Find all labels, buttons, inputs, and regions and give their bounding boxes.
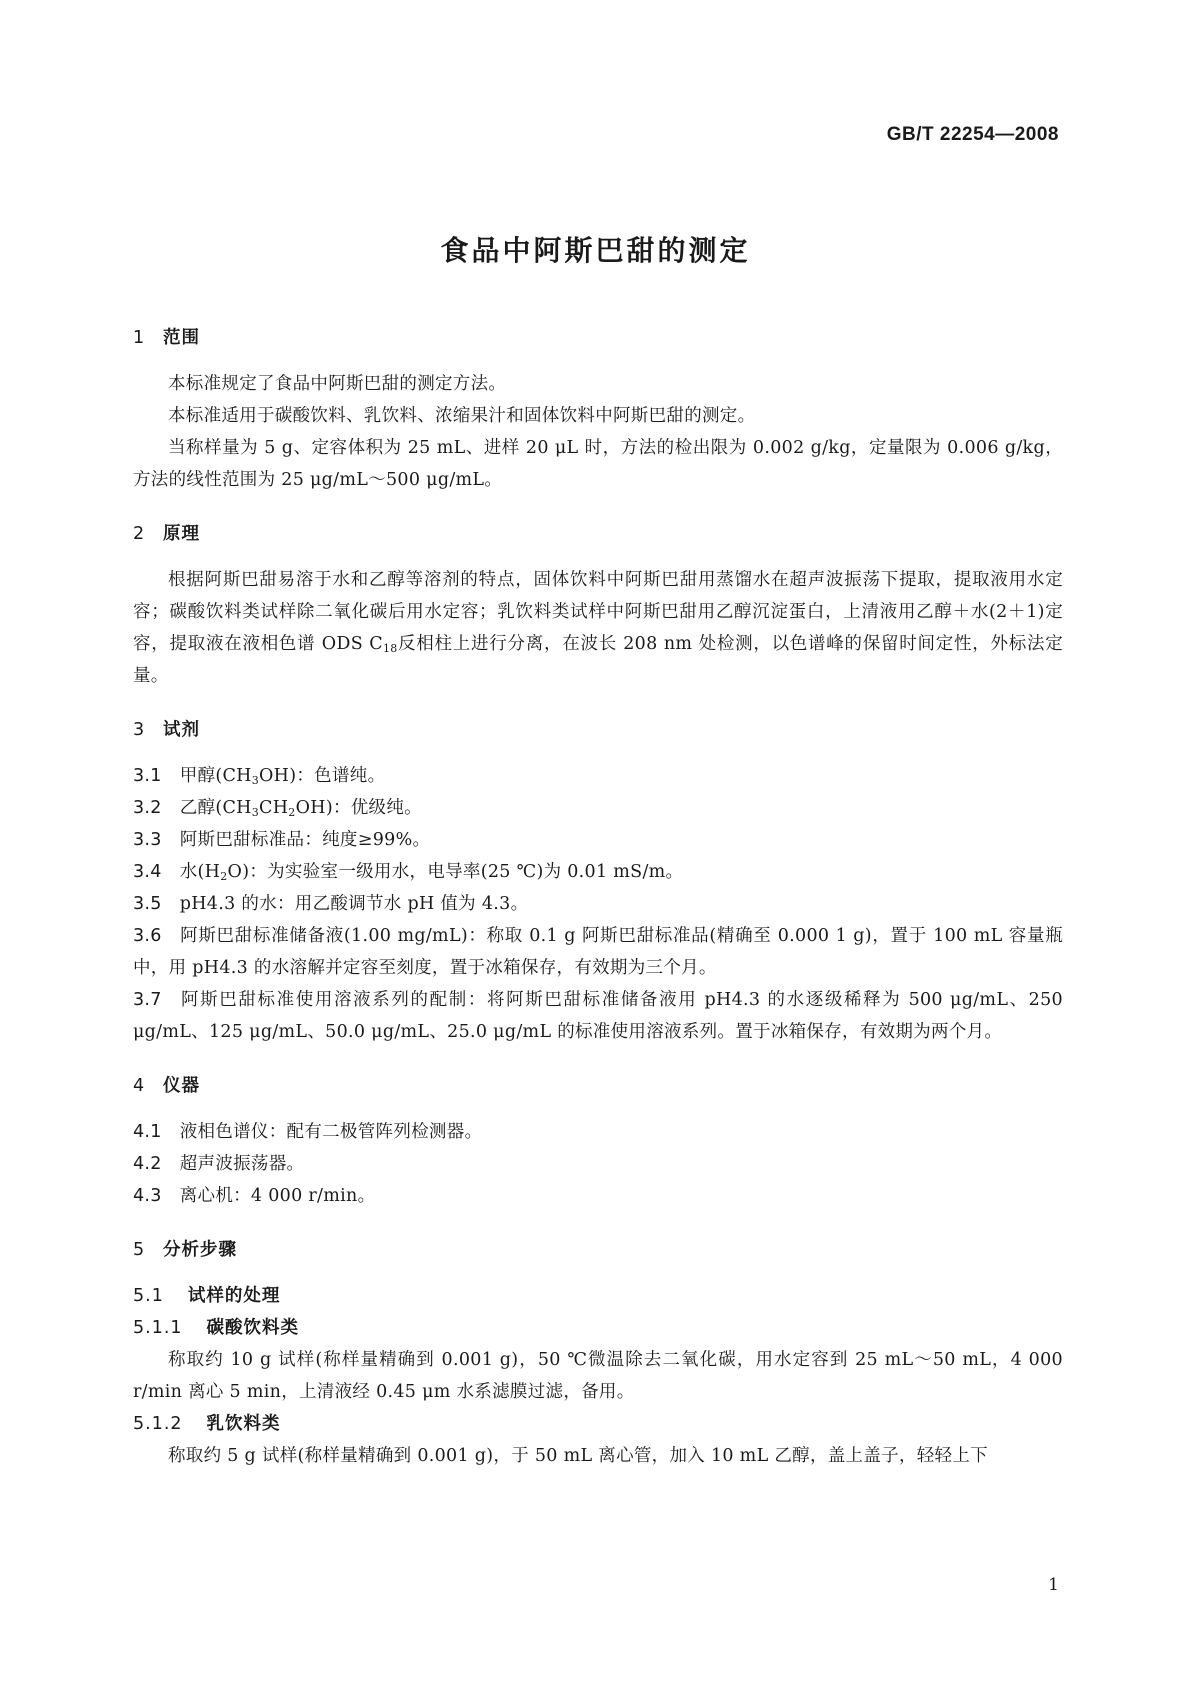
page-number: 1 [1048,1575,1059,1595]
text-run: OH)：优级纯。 [295,798,422,818]
clause-text: 液相色谱仪：配有二极管阵列检测器。 [179,1122,483,1142]
clause-number: 3.7 [133,990,162,1010]
paragraph: 本标准适用于碳酸饮料、乳饮料、浓缩果汁和固体饮料中阿斯巴甜的测定。 [168,406,756,426]
subsection-title: 乳饮料类 [206,1414,281,1434]
clause-number: 3.5 [133,894,162,914]
section-heading-scope [133,320,1063,356]
section-title: 试剂 [163,720,200,740]
text-run: 乙醇(CH [179,798,252,818]
clause [133,760,1063,792]
clause [133,920,1063,984]
subscript: 2 [220,870,228,883]
subsection-number: 5.1 [133,1286,164,1306]
clause-text: 阿斯巴甜标准储备液(1.00 mg/mL)：称取 0.1 g 阿斯巴甜标准品(精确至 0.000 1 g)，置于 100 mL 容量瓶中，用 pH4.3 的水溶解并定容至刻度，置于冰箱保存，有效期为三个月。 [133,926,1063,978]
clause-number: 4.2 [133,1154,162,1174]
section-number: 4 [133,1076,146,1096]
paragraph: 本标准规定了食品中阿斯巴甜的测定方法。 [168,374,507,394]
clause [133,856,1063,888]
text-run: 甲醇(CH [179,766,252,786]
subsection-title: 试样的处理 [187,1286,281,1306]
clause-number: 4.3 [133,1186,162,1206]
paragraph: 称取约 5 g 试样(称样量精确到 0.001 g)，于 50 mL 离心管，加入 10 mL 乙醇，盖上盖子，轻轻上下 [168,1446,988,1466]
clause [133,1148,1063,1180]
paragraph: 当称样量为 5 g、定容体积为 25 mL、进样 20 μL 时，方法的检出限为 0.002 g/kg，定量限为 0.006 g/kg，方法的线性范围为 25 μg/mL～500 μg/mL。 [133,438,1063,490]
clause-number: 3.4 [133,862,162,882]
subscript: 2 [288,806,296,819]
clause [133,824,1063,856]
subsection-heading [133,1408,1063,1440]
clause-number: 3.3 [133,830,162,850]
clause-text: 阿斯巴甜标准品：纯度≥99%。 [179,830,431,850]
text-run: 水(H [179,862,221,882]
clause-text: 离心机：4 000 r/min。 [179,1186,376,1206]
clause-number: 4.1 [133,1122,162,1142]
subsection-number: 5.1.1 [133,1318,183,1338]
clause-number: 3.6 [133,926,162,946]
subsection-title: 碳酸饮料类 [206,1318,300,1338]
subscript: 18 [382,642,398,655]
text-run: OH)：色谱纯。 [259,766,386,786]
clause [133,1116,1063,1148]
section-title: 范围 [163,328,200,348]
section-number: 3 [133,720,146,740]
section-heading-procedure [133,1232,1063,1268]
section-title: 原理 [163,524,200,544]
clause [133,1180,1063,1212]
section-number: 1 [133,328,146,348]
text-run: 根据阿斯巴甜易溶于水和乙醇等溶剂的特点，固体饮料中阿斯巴甜用蒸馏水在超声波振荡下提取，提取液用水定容；碳酸饮料类试样除二氧化碳后用水定容；乳饮料类试样中阿斯巴甜用乙醇沉淀蛋白，上清液用乙醇＋水(2＋1)定容，提取液在液相色谱 ODS C [133,570,1063,654]
clause [133,888,1063,920]
subscript: 3 [251,806,260,819]
section-title: 分析步骤 [163,1240,237,1260]
clause-text: 超声波振荡器。 [179,1154,305,1174]
standard-code: GB/T 22254—2008 [886,124,1059,145]
clause-number: 3.1 [133,766,162,786]
paragraph: 称取约 10 g 试样(称样量精确到 0.001 g)，50 ℃微温除去二氧化碳，用水定容到 25 mL～50 mL，4 000 r/min 离心 5 min，上清液经 0.45 μm 水系滤膜过滤，备用。 [133,1350,1063,1402]
clause-text: 阿斯巴甜标准使用溶液系列的配制：将阿斯巴甜标准储备液用 pH4.3 的水逐级稀释为 500 μg/mL、250 μg/mL、125 μg/mL、50.0 μg/mL、25.0 μg/mL 的标准使用溶液系列。置于冰箱保存，有效期为两个月。 [133,990,1063,1042]
section-number: 2 [133,524,146,544]
subsection-heading [133,1280,1063,1312]
clause [133,792,1063,824]
section-heading-reagents [133,712,1063,748]
section-heading-principle [133,516,1063,552]
document-title: 食品中阿斯巴甜的测定 [440,234,751,267]
text-run: O)：为实验室一级用水，电导率(25 ℃)为 0.01 mS/m。 [227,862,684,882]
text-run: 反相柱上进行分离，在波长 208 nm 处检测，以色谱峰的保留时间定性，外标法定量。 [133,634,1063,686]
subscript: 3 [251,774,260,787]
text-run: CH [259,798,289,818]
section-number: 5 [133,1240,146,1260]
paragraph [133,564,1063,692]
subsection-number: 5.1.2 [133,1414,183,1434]
section-heading-apparatus [133,1068,1063,1104]
clause-text: pH4.3 的水：用乙酸调节水 pH 值为 4.3。 [179,894,529,914]
document-body [133,320,1063,1472]
subsection-heading [133,1312,1063,1344]
clause [133,984,1063,1048]
clause-number: 3.2 [133,798,162,818]
section-title: 仪器 [163,1076,200,1096]
